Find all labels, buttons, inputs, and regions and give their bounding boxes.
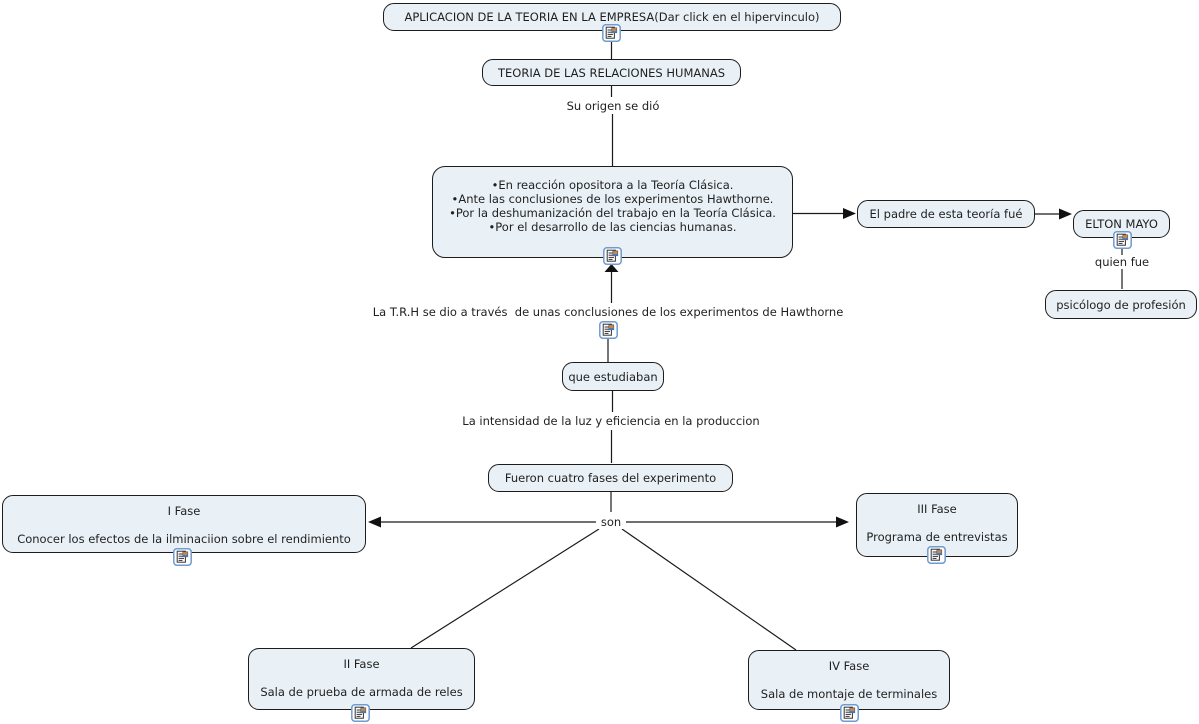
razon-item: •Ante las conclusiones de los experimentos Hawthorne. bbox=[451, 192, 774, 206]
arrowhead-left-fase1 bbox=[368, 517, 381, 528]
fase-desc: Sala de montaje de terminales bbox=[760, 687, 938, 701]
line-son-fase2 bbox=[411, 529, 599, 648]
razon-item: •Por el desarrollo de las ciencias humanas. bbox=[488, 220, 737, 234]
fase-desc: Sala de prueba de armada de reles bbox=[260, 685, 463, 699]
resource-link-icon[interactable] bbox=[351, 704, 370, 722]
arrowhead-right-elton bbox=[1059, 209, 1072, 220]
node-teoria-relaciones-humanas[interactable]: TEORIA DE LAS RELACIONES HUMANAS bbox=[482, 59, 741, 86]
node-aplicacion-teoria-empresa[interactable]: APLICACION DE LA TEORIA EN LA EMPRESA(Dar click en el hipervinculo) bbox=[383, 3, 841, 31]
resource-link-icon[interactable] bbox=[840, 704, 859, 722]
node-fase-4[interactable] bbox=[748, 650, 950, 710]
node-fase-2[interactable] bbox=[248, 648, 475, 710]
fase-title: I Fase bbox=[167, 504, 201, 518]
resource-link-icon[interactable] bbox=[1113, 231, 1132, 249]
node-padre-teoria[interactable]: El padre de esta teoría fué bbox=[857, 200, 1035, 228]
linking-phrase-son[interactable]: son bbox=[598, 515, 624, 529]
fase-title: III Fase bbox=[917, 502, 957, 516]
arrowhead-right-padre bbox=[843, 208, 856, 219]
node-fase-1[interactable] bbox=[2, 495, 366, 553]
fase-title: IV Fase bbox=[828, 659, 870, 673]
line-son-fase4 bbox=[622, 529, 796, 650]
resource-link-icon[interactable] bbox=[603, 247, 622, 265]
resource-link-icon[interactable] bbox=[599, 321, 618, 339]
fase-desc: Conocer los efectos de la ilminaciion sobre el rendimiento bbox=[17, 532, 351, 546]
razon-item: •Por la deshumanización del trabajo en la Teoría Clásica. bbox=[449, 206, 776, 220]
node-psicologo-profesion[interactable]: psicólogo de profesión bbox=[1045, 290, 1197, 319]
razon-item: •En reacción opositora a la Teoría Clásica. bbox=[491, 178, 734, 192]
linking-phrase-quien-fue[interactable]: quien fue bbox=[1092, 255, 1152, 269]
node-cuatro-fases[interactable]: Fueron cuatro fases del experimento bbox=[488, 464, 733, 492]
fase-desc: Programa de entrevistas bbox=[866, 530, 1008, 544]
linking-phrase-trh[interactable]: La T.R.H se dio a través de unas conclusiones de los experimentos de Hawthorne bbox=[370, 305, 847, 319]
linking-phrase-intensidad[interactable]: La intensidad de la luz y eficiencia en la produccion bbox=[459, 414, 762, 428]
resource-link-icon[interactable] bbox=[173, 548, 192, 566]
arrowhead-right-fase3 bbox=[836, 517, 849, 528]
arrowhead-up-razones bbox=[605, 264, 619, 272]
node-razones-origen[interactable] bbox=[432, 166, 793, 258]
resource-link-icon[interactable] bbox=[927, 546, 946, 564]
linking-phrase-origen[interactable]: Su origen se dió bbox=[564, 99, 663, 113]
resource-link-icon[interactable] bbox=[602, 24, 621, 42]
fase-title: II Fase bbox=[343, 657, 380, 671]
node-elton-mayo[interactable]: ELTON MAYO bbox=[1073, 210, 1170, 238]
node-que-estudiaban[interactable]: que estudiaban bbox=[562, 362, 664, 391]
